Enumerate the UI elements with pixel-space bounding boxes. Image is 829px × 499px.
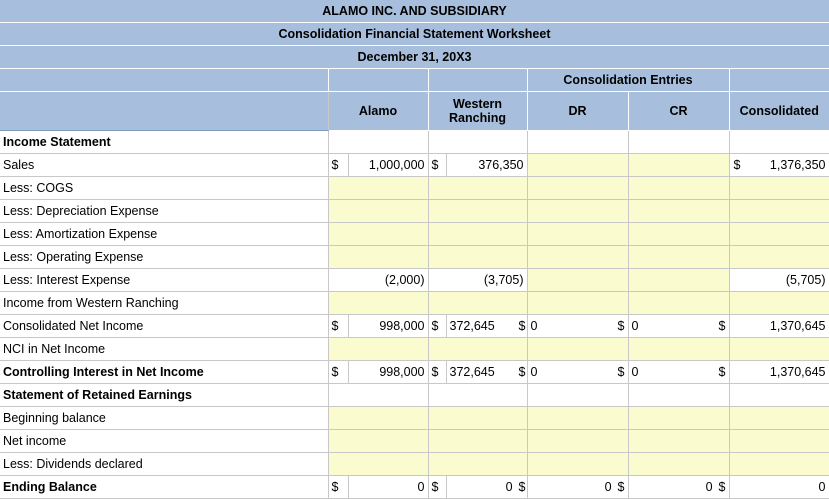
row-label: Statement of Retained Earnings	[0, 384, 328, 407]
alamo-beginning-input[interactable]	[328, 407, 428, 430]
col-header-cr: CR	[628, 92, 729, 131]
cr-amortization-input[interactable]	[628, 223, 729, 246]
cr-beginning-input[interactable]	[628, 407, 729, 430]
dr-interest-input[interactable]	[527, 269, 628, 292]
consolidated-cogs-input[interactable]	[729, 177, 829, 200]
row-label: Less: Depreciation Expense	[0, 200, 328, 223]
section-income-statement	[0, 131, 829, 154]
consolidated-interest-cell: (5,705)	[729, 269, 829, 292]
table-row-dividends	[0, 453, 829, 476]
row-label: Less: COGS	[0, 177, 328, 200]
western-interest-cell: (3,705)	[428, 269, 527, 292]
consolidated-operating-input[interactable]	[729, 246, 829, 269]
table-row-operating-expense	[0, 246, 829, 269]
row-label: Less: Dividends declared	[0, 453, 328, 476]
section-retained-earnings	[0, 384, 829, 407]
row-label: Consolidated Net Income	[0, 315, 328, 338]
dr-net-income-input[interactable]	[527, 430, 628, 453]
dr-operating-input[interactable]	[527, 246, 628, 269]
dollar-sign: $	[328, 315, 348, 338]
table-row-cogs	[0, 177, 829, 200]
alamo-depreciation-input[interactable]	[328, 200, 428, 223]
table-row-net-income	[0, 430, 829, 453]
cr-income-western-input[interactable]	[628, 292, 729, 315]
cr-nci-input[interactable]	[628, 338, 729, 361]
col-header-dr: DR	[527, 92, 628, 131]
alamo-cni-cell: 998,000	[348, 315, 428, 338]
alamo-cogs-input[interactable]	[328, 177, 428, 200]
dollar-sign: $	[328, 476, 348, 499]
table-row-ending-balance	[0, 476, 829, 499]
table-row-amortization	[0, 223, 829, 246]
dr-depreciation-input[interactable]	[527, 200, 628, 223]
dr-beginning-input[interactable]	[527, 407, 628, 430]
col-header-consolidated: Consolidated	[729, 92, 829, 131]
consolidated-cni-cell: 1,370,645	[729, 315, 829, 338]
cr-operating-input[interactable]	[628, 246, 729, 269]
dr-dividends-input[interactable]	[527, 453, 628, 476]
dollar-sign: $	[328, 154, 348, 177]
western-depreciation-input[interactable]	[428, 200, 527, 223]
alamo-ci-cell: 998,000	[348, 361, 428, 384]
western-net-income-input[interactable]	[428, 430, 527, 453]
consolidated-ci-cell: 1,370,645	[729, 361, 829, 384]
dr-income-western-input[interactable]	[527, 292, 628, 315]
dollar-sign: $	[428, 154, 446, 177]
alamo-income-western-input[interactable]	[328, 292, 428, 315]
alamo-nci-input[interactable]	[328, 338, 428, 361]
consolidated-dividends-input[interactable]	[729, 453, 829, 476]
alamo-net-income-input[interactable]	[328, 430, 428, 453]
western-cni-cell: 372,645 $	[446, 315, 527, 338]
table-row-depreciation	[0, 200, 829, 223]
row-label: Controlling Interest in Net Income	[0, 361, 328, 384]
col-header-western-ranching: Western Ranching	[428, 92, 527, 131]
dr-cni-cell: 0 $	[527, 315, 628, 338]
table-row-controlling-interest	[0, 361, 829, 384]
alamo-operating-input[interactable]	[328, 246, 428, 269]
dr-amortization-input[interactable]	[527, 223, 628, 246]
cr-cogs-input[interactable]	[628, 177, 729, 200]
western-cogs-input[interactable]	[428, 177, 527, 200]
consolidated-depreciation-input[interactable]	[729, 200, 829, 223]
row-label: Less: Interest Expense	[0, 269, 328, 292]
western-operating-input[interactable]	[428, 246, 527, 269]
alamo-sales-cell: 1,000,000	[348, 154, 428, 177]
cr-cni-cell: 0 $	[628, 315, 729, 338]
company-name: ALAMO INC. AND SUBSIDIARY	[0, 0, 829, 23]
row-label: Less: Operating Expense	[0, 246, 328, 269]
cr-dividends-input[interactable]	[628, 453, 729, 476]
western-ending-cell: $ 0	[446, 476, 527, 499]
alamo-dividends-input[interactable]	[328, 453, 428, 476]
cr-net-income-input[interactable]	[628, 430, 729, 453]
table-row-income-from-western	[0, 292, 829, 315]
row-label: NCI in Net Income	[0, 338, 328, 361]
row-label: Net income	[0, 430, 328, 453]
dollar-sign: $	[428, 361, 446, 384]
dr-ending-cell: $ 0	[527, 476, 628, 499]
consolidated-amortization-input[interactable]	[729, 223, 829, 246]
table-row-interest-expense	[0, 269, 829, 292]
alamo-amortization-input[interactable]	[328, 223, 428, 246]
alamo-ending-cell: 0	[348, 476, 428, 499]
western-beginning-input[interactable]	[428, 407, 527, 430]
row-label: Ending Balance	[0, 476, 328, 499]
table-row-sales	[0, 154, 829, 177]
dollar-sign: $	[328, 361, 348, 384]
western-sales-cell: 376,350	[446, 154, 527, 177]
dr-ci-cell: 0 $	[527, 361, 628, 384]
western-dividends-input[interactable]	[428, 453, 527, 476]
western-amortization-input[interactable]	[428, 223, 527, 246]
consolidated-beginning-input[interactable]	[729, 407, 829, 430]
table-row-beginning-balance	[0, 407, 829, 430]
table-row-nci	[0, 338, 829, 361]
dr-cogs-input[interactable]	[527, 177, 628, 200]
consolidation-entries-header: Consolidation Entries	[527, 69, 729, 92]
row-label: Sales	[0, 154, 328, 177]
table-row-consolidated-net-income	[0, 315, 829, 338]
alamo-interest-cell: (2,000)	[328, 269, 428, 292]
dollar-sign: $	[428, 315, 446, 338]
consolidated-net-income-input[interactable]	[729, 430, 829, 453]
worksheet-date: December 31, 20X3	[0, 46, 829, 69]
row-label: Income Statement	[0, 131, 328, 154]
worksheet-title: Consolidation Financial Statement Worksheet	[0, 23, 829, 46]
cr-ending-cell: $ 0	[628, 476, 729, 499]
consolidated-nci-input[interactable]	[729, 338, 829, 361]
cr-ci-cell: 0 $	[628, 361, 729, 384]
cr-sales-input[interactable]	[628, 154, 729, 177]
cr-depreciation-input[interactable]	[628, 200, 729, 223]
cr-interest-input[interactable]	[628, 269, 729, 292]
western-ci-cell: 372,645 $	[446, 361, 527, 384]
row-label: Beginning balance	[0, 407, 328, 430]
western-nci-input[interactable]	[428, 338, 527, 361]
col-header-alamo: Alamo	[328, 92, 428, 131]
consolidated-income-western-input[interactable]	[729, 292, 829, 315]
row-label: Income from Western Ranching	[0, 292, 328, 315]
dr-sales-input[interactable]	[527, 154, 628, 177]
dollar-sign: $	[428, 476, 446, 499]
western-income-western-input[interactable]	[428, 292, 527, 315]
row-label: Less: Amortization Expense	[0, 223, 328, 246]
consolidated-ending-cell: 0	[729, 476, 829, 499]
dr-nci-input[interactable]	[527, 338, 628, 361]
consolidated-sales-cell: $ 1,376,350	[729, 154, 829, 177]
